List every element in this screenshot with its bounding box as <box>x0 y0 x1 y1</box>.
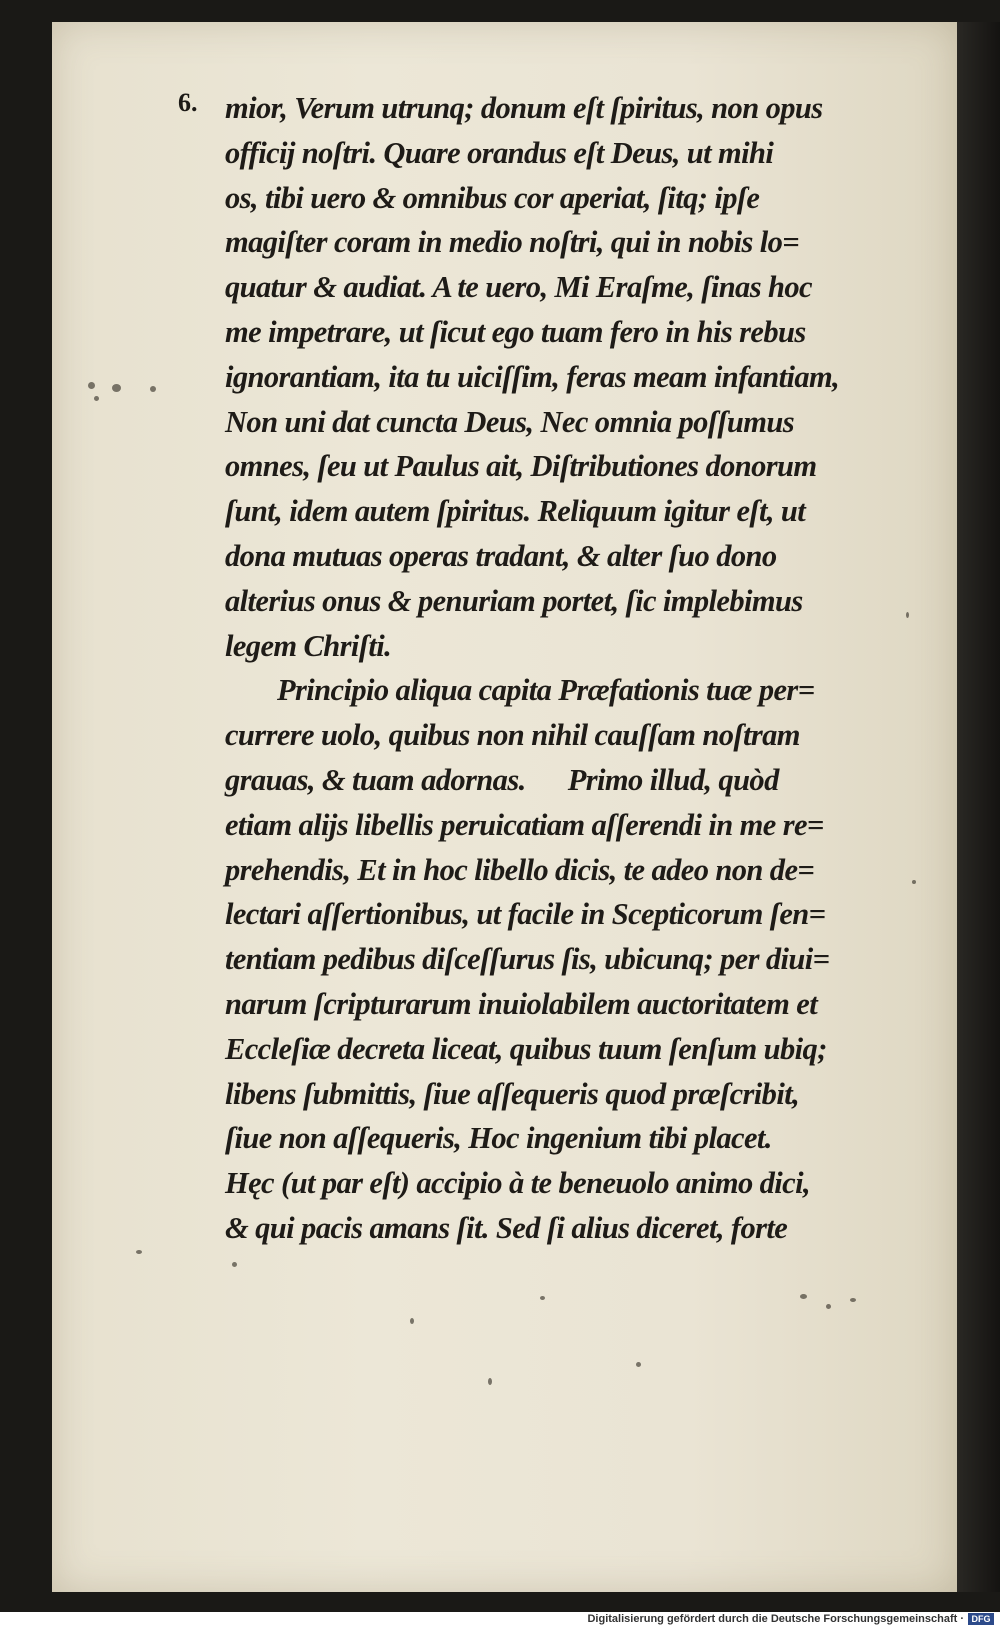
funding-credit: Digitalisierung gefördert durch die Deutsche Forschungsgemeinschaft · <box>587 1613 964 1625</box>
text-line: narum ſcripturarum inuiolabilem auctoritatem et <box>225 986 818 1021</box>
text-line: quatur & audiat. A te uero, Mi Eraſme, ſinas hoc <box>225 270 812 305</box>
ink-speck <box>540 1296 545 1300</box>
text-line: Eccleſiæ decreta liceat, quibus tuum ſenſum ubiq; <box>225 1031 827 1066</box>
text-line: tentiam pedibus diſceſſurus ſis, ubicunq; per diui= <box>225 942 830 977</box>
paragraph-first-line: Principio aliqua capita Præfationis tuæ per= <box>277 673 815 708</box>
text-line: omnes, ſeu ut Paulus ait, Diſtributiones donorum <box>225 449 817 484</box>
text-line: grauas, & tuam adornas. Primo illud, quòd <box>225 762 779 797</box>
ink-speck <box>826 1304 831 1309</box>
digitization-footer <box>0 1612 1000 1627</box>
body-text <box>225 86 905 1251</box>
ink-speck <box>800 1294 807 1299</box>
ink-speck <box>912 880 916 884</box>
text-line: ſunt, idem autem ſpiritus. Reliquum igitur eſt, ut <box>225 494 806 529</box>
ink-speck <box>112 384 121 392</box>
ink-speck <box>636 1362 641 1367</box>
text-line: me impetrare, ut ſicut ego tuam fero in his rebus <box>225 314 806 349</box>
text-line: & qui pacis amans ſit. Sed ſi alius diceret, forte <box>225 1210 788 1245</box>
text-line: magiſter coram in medio noſtri, qui in nobis lo= <box>225 225 800 260</box>
text-line: alterius onus & penuriam portet, ſic implebimus <box>225 583 803 618</box>
text-line: Hęc (ut par eſt) accipio à te beneuolo animo dici, <box>225 1166 810 1201</box>
ink-speck <box>136 1250 142 1254</box>
page-edge-shadow <box>957 22 1000 1592</box>
ink-speck <box>488 1378 492 1385</box>
ink-speck <box>94 396 99 401</box>
ink-speck <box>850 1298 856 1302</box>
text-line: lectari aſſertionibus, ut facile in Scepticorum ſen= <box>225 897 826 932</box>
ink-speck <box>88 382 95 389</box>
text-line: etiam alijs libellis peruicatiam aſſerendi in me re= <box>225 807 824 842</box>
text-line: ſiue non aſſequeris, Hoc ingenium tibi placet. <box>225 1121 772 1156</box>
ink-speck <box>232 1262 237 1267</box>
ink-speck <box>906 612 909 618</box>
ink-speck <box>410 1318 414 1324</box>
text-line: ignorantiam, ita tu uiciſſim, feras meam infantiam, <box>225 359 840 394</box>
text-line: currere uolo, quibus non nihil cauſſam noſtram <box>225 718 800 753</box>
ink-speck <box>150 386 156 392</box>
text-line: dona mutuas operas tradant, & alter ſuo dono <box>225 538 777 573</box>
text-line: prehendis, Et in hoc libello dicis, te adeo non de= <box>225 852 815 887</box>
text-line: os, tibi uero & omnibus cor aperiat, ſitq; ipſe <box>225 180 760 215</box>
text-line: libens ſubmittis, ſiue aſſequeris quod præſcribit, <box>225 1076 800 1111</box>
text-line: Non uni dat cuncta Deus, Nec omnia poſſumus <box>225 404 795 439</box>
text-line: legem Chriſti. <box>225 628 392 663</box>
page-number: 6. <box>178 88 198 117</box>
text-line: officij noſtri. Quare orandus eſt Deus, ut mihi <box>225 135 774 170</box>
dfg-logo: DFG <box>968 1613 994 1625</box>
text-line: mior, Verum utrunq; donum eſt ſpiritus, non opus <box>225 91 823 125</box>
